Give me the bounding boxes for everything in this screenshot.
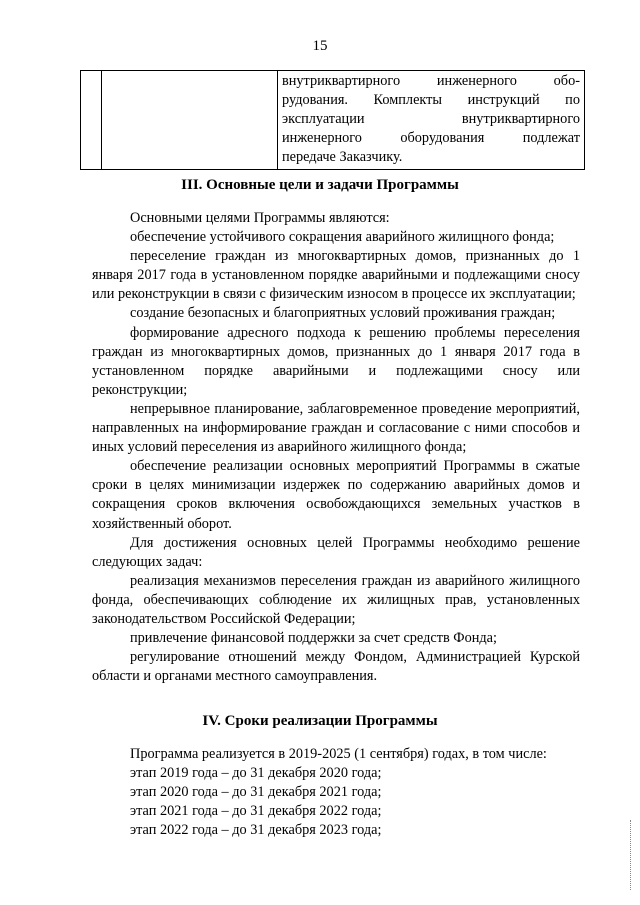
paragraph: непрерывное планирование, заблаговременное проведение мероприятий, направленных на информирование граждан и согласование с ними способов и иных условий переселения из аварийного жилищного фонда;: [92, 400, 580, 456]
paragraph: реализация механизмов переселения граждан из аварийного жилищного фонда, обеспечивающих соблюдение их жилищных прав, установленных законодательством Российской Федерации;: [92, 572, 580, 627]
paragraph: переселение граждан из многоквартирных домов, признанных до 1 января 2017 года в установленном порядке аварийными и подлежащими сносу или реконструкции в связи с физическим износом в процессе их эксплуатации;: [92, 248, 580, 303]
paragraph: создание безопасных и благоприятных условий проживания граждан;: [130, 305, 556, 322]
table-text-line: инженерного оборудования подлежат: [282, 130, 580, 146]
section3-body: [92, 209, 580, 686]
table-text-line: передаче Заказчику.: [282, 149, 403, 165]
table-text-line: эксплуатации внутриквартирного: [282, 111, 580, 127]
table-cell-text: [278, 71, 585, 170]
table-cell-empty: [102, 71, 278, 170]
paragraph: формирование адресного подхода к решению проблемы переселения граждан из многоквартирных домов, признанных до 1 января 2017 года в установленном порядке аварийными и подлежащими сносу или реконструкции;: [92, 324, 580, 398]
paragraph: привлечение финансовой поддержки за счет средств Фонда;: [130, 630, 497, 647]
scan-margin-marks: [630, 820, 634, 890]
stage-item: этап 2019 года – до 31 декабря 2020 года;: [130, 765, 382, 782]
table-text-line: внутриквартирного инженерного обо-: [282, 73, 580, 89]
page-number: 15: [312, 38, 328, 54]
paragraph: обеспечение устойчивого сокращения аварийного жилищного фонда;: [130, 229, 555, 246]
paragraph: регулирование отношений между Фондом, Администрацией Курской области и органами местного самоуправления.: [92, 649, 580, 685]
table-cell-empty: [81, 71, 102, 170]
paragraph: Основными целями Программы являются:: [130, 210, 390, 226]
table-text-line: рудования. Комплекты инструкций по: [282, 92, 580, 108]
stage-item: этап 2022 года – до 31 декабря 2023 года;: [130, 822, 382, 839]
section4-heading: IV. Сроки реализации Программы: [202, 713, 438, 729]
stage-item: этап 2021 года – до 31 декабря 2022 года;: [130, 803, 382, 820]
section4-body: [92, 745, 580, 840]
table-row: [81, 71, 585, 170]
stage-item: этап 2020 года – до 31 декабря 2021 года;: [130, 784, 382, 801]
table-continuation: [80, 70, 585, 170]
paragraph: обеспечение реализации основных мероприятий Программы в сжатые сроки в целях минимизации издержек по содержанию аварийных домов и сокращения сроков включения освобождающихся земельных участков в хозяйственный оборот.: [92, 458, 580, 532]
paragraph: Программа реализуется в 2019-2025 (1 сентября) годах, в том числе:: [130, 746, 547, 762]
paragraph: Для достижения основных целей Программы необходимо решение следующих задач:: [92, 534, 580, 570]
section3-heading: III. Основные цели и задачи Программы: [181, 177, 459, 193]
